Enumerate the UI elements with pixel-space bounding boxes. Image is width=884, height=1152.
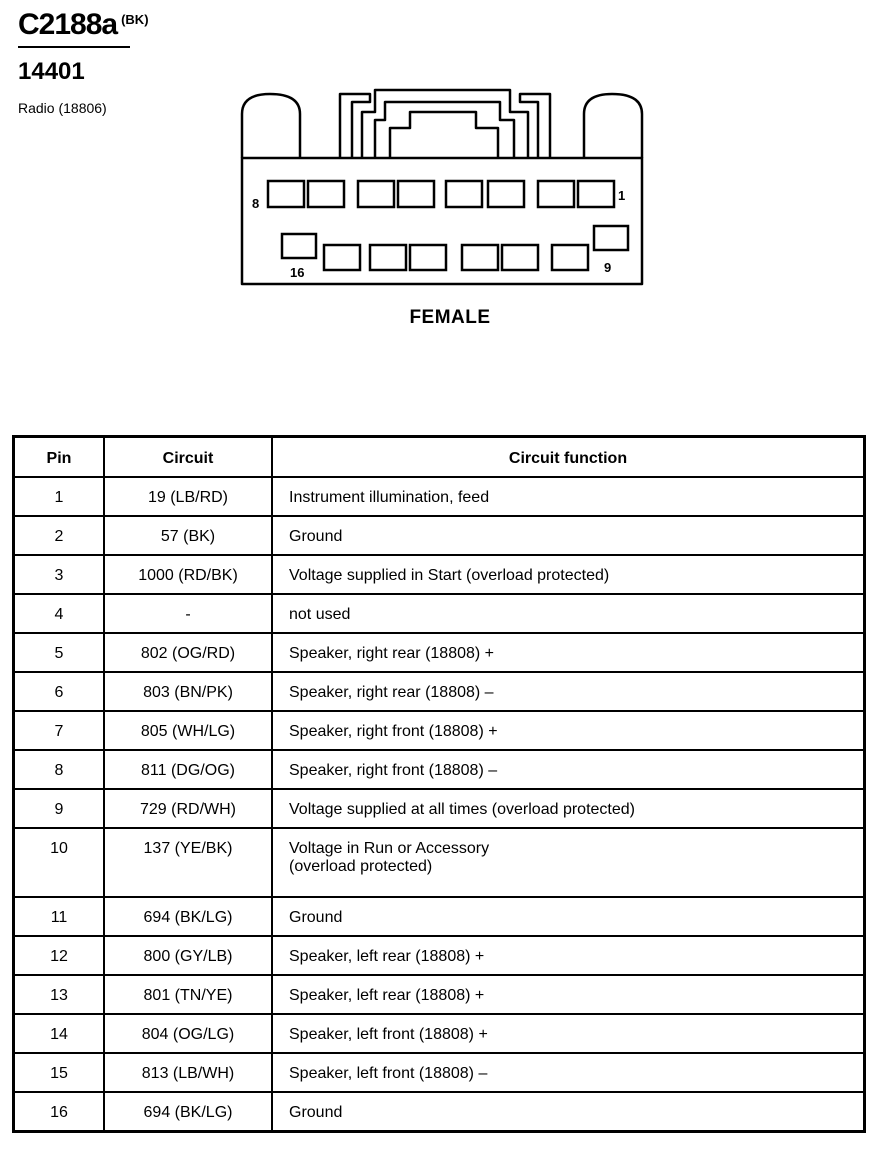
circuit-function	[272, 936, 865, 975]
table-row	[14, 750, 865, 789]
circuit-function-text: Speaker, right rear (18808) +	[289, 645, 495, 662]
pin-table-body	[14, 477, 865, 1132]
pin-number: 10	[14, 828, 105, 897]
circuit-function-text: Ground	[289, 528, 343, 545]
circuit-function	[272, 1053, 865, 1092]
cavity-11	[502, 245, 538, 270]
circuit-code: 804 (OG/LG)	[104, 1014, 272, 1053]
cavity-1	[578, 181, 614, 207]
circuit-code: 694 (BK/LG)	[104, 1092, 272, 1132]
table-row	[14, 936, 865, 975]
circuit-function	[272, 1014, 865, 1053]
header-function: Circuit function	[272, 437, 865, 478]
circuit-function	[272, 1092, 865, 1132]
cavity-8	[268, 181, 304, 207]
circuit-code: 805 (WH/LG)	[104, 711, 272, 750]
circuit-code: 801 (TN/YE)	[104, 975, 272, 1014]
connector-color-code: (BK)	[121, 12, 149, 27]
circuit-code: 802 (OG/RD)	[104, 633, 272, 672]
circuit-function	[272, 711, 865, 750]
cavity-5	[398, 181, 434, 207]
circuit-function	[272, 897, 865, 936]
pin-number: 16	[14, 1092, 105, 1132]
top-row-cavities	[268, 181, 614, 207]
circuit-function	[272, 516, 865, 555]
cavity-12	[462, 245, 498, 270]
circuit-function	[272, 477, 865, 516]
circuit-function-text: Speaker, left front (18808) –	[289, 1065, 488, 1082]
circuit-function-text: Speaker, left rear (18808) +	[289, 987, 485, 1004]
table-row	[14, 516, 865, 555]
part-number: 14401	[18, 58, 85, 85]
table-row	[14, 975, 865, 1014]
cavity-16	[282, 234, 316, 258]
circuit-code: 811 (DG/OG)	[104, 750, 272, 789]
table-row	[14, 1092, 865, 1132]
circuit-function-text: Speaker, left front (18808) +	[289, 1026, 488, 1043]
table-row	[14, 633, 865, 672]
pin-number: 9	[14, 789, 105, 828]
connector-header	[18, 8, 149, 116]
cavity-14	[370, 245, 406, 270]
pin-number: 4	[14, 594, 105, 633]
circuit-code: 137 (YE/BK)	[104, 828, 272, 897]
pin-number: 15	[14, 1053, 105, 1092]
circuit-function-text: Speaker, left rear (18808) +	[289, 948, 485, 965]
header-pin: Pin	[14, 437, 105, 478]
pin-number: 7	[14, 711, 105, 750]
pin-number: 1	[14, 477, 105, 516]
cavity-9	[594, 226, 628, 250]
pin-label-16: 16	[290, 265, 305, 280]
pin-number: 12	[14, 936, 105, 975]
left-ear	[242, 94, 300, 158]
circuit-function-text: not used	[289, 606, 351, 623]
latch-inner	[390, 112, 498, 158]
circuit-function	[272, 555, 865, 594]
header-rule	[18, 46, 130, 48]
circuit-function-text: Speaker, right front (18808) –	[289, 762, 498, 779]
circuit-function-text: Instrument illumination, feed	[289, 489, 490, 506]
cavity-3	[488, 181, 524, 207]
table-row	[14, 1053, 865, 1092]
connector-id: C2188a	[18, 8, 118, 41]
circuit-function-text: Ground	[289, 1104, 343, 1121]
circuit-code: 729 (RD/WH)	[104, 789, 272, 828]
table-row	[14, 555, 865, 594]
circuit-function-text: Voltage supplied in Start (overload protected)	[289, 567, 610, 584]
circuit-function	[272, 975, 865, 1014]
latch-middle	[362, 90, 528, 158]
pin-number: 14	[14, 1014, 105, 1053]
circuit-function	[272, 633, 865, 672]
cavity-6	[358, 181, 394, 207]
circuit-code: 813 (LB/WH)	[104, 1053, 272, 1092]
pin-table	[12, 435, 866, 1133]
circuit-code: -	[104, 594, 272, 633]
table-header-row	[14, 437, 865, 478]
bottom-row-cavities	[282, 226, 628, 270]
cavity-15	[324, 245, 360, 270]
circuit-function	[272, 594, 865, 633]
circuit-function	[272, 672, 865, 711]
cavity-2	[538, 181, 574, 207]
table-row	[14, 1014, 865, 1053]
circuit-code: 803 (BN/PK)	[104, 672, 272, 711]
cavity-4	[446, 181, 482, 207]
circuit-code: 1000 (RD/BK)	[104, 555, 272, 594]
connector-gender-label: FEMALE	[409, 307, 491, 328]
pin-label-9: 9	[604, 260, 612, 275]
circuit-function-text: Voltage supplied at all times (overload protected)	[289, 801, 635, 818]
pin-number: 3	[14, 555, 105, 594]
pin-number: 11	[14, 897, 105, 936]
circuit-function-text-line2: (overload protected)	[289, 858, 433, 875]
pin-number: 5	[14, 633, 105, 672]
circuit-function	[272, 789, 865, 828]
circuit-code: 19 (LB/RD)	[104, 477, 272, 516]
table-row	[14, 789, 865, 828]
table-row	[14, 828, 865, 897]
latch-outer	[340, 94, 370, 158]
circuit-code: 800 (GY/LB)	[104, 936, 272, 975]
pin-number: 13	[14, 975, 105, 1014]
table-row	[14, 711, 865, 750]
pin-number: 8	[14, 750, 105, 789]
cavity-7	[308, 181, 344, 207]
table-row	[14, 477, 865, 516]
cavity-13	[410, 245, 446, 270]
pin-number: 6	[14, 672, 105, 711]
circuit-function-text: Speaker, right rear (18808) –	[289, 684, 494, 701]
table-row	[14, 897, 865, 936]
connector-face-diagram	[240, 84, 650, 288]
circuit-function-text: Speaker, right front (18808) +	[289, 723, 498, 740]
pin-label-8: 8	[252, 196, 260, 211]
circuit-code: 694 (BK/LG)	[104, 897, 272, 936]
table-row	[14, 594, 865, 633]
circuit-function-text: Ground	[289, 909, 343, 926]
circuit-function	[272, 828, 865, 897]
cavity-10	[552, 245, 588, 270]
pin-label-1: 1	[618, 188, 626, 203]
right-ear	[584, 94, 642, 158]
circuit-code: 57 (BK)	[104, 516, 272, 555]
table-row	[14, 672, 865, 711]
header-circuit: Circuit	[104, 437, 272, 478]
circuit-function-text: Voltage in Run or Accessory	[289, 840, 490, 857]
circuit-function	[272, 750, 865, 789]
component-name: Radio (18806)	[18, 100, 107, 116]
pin-number: 2	[14, 516, 105, 555]
